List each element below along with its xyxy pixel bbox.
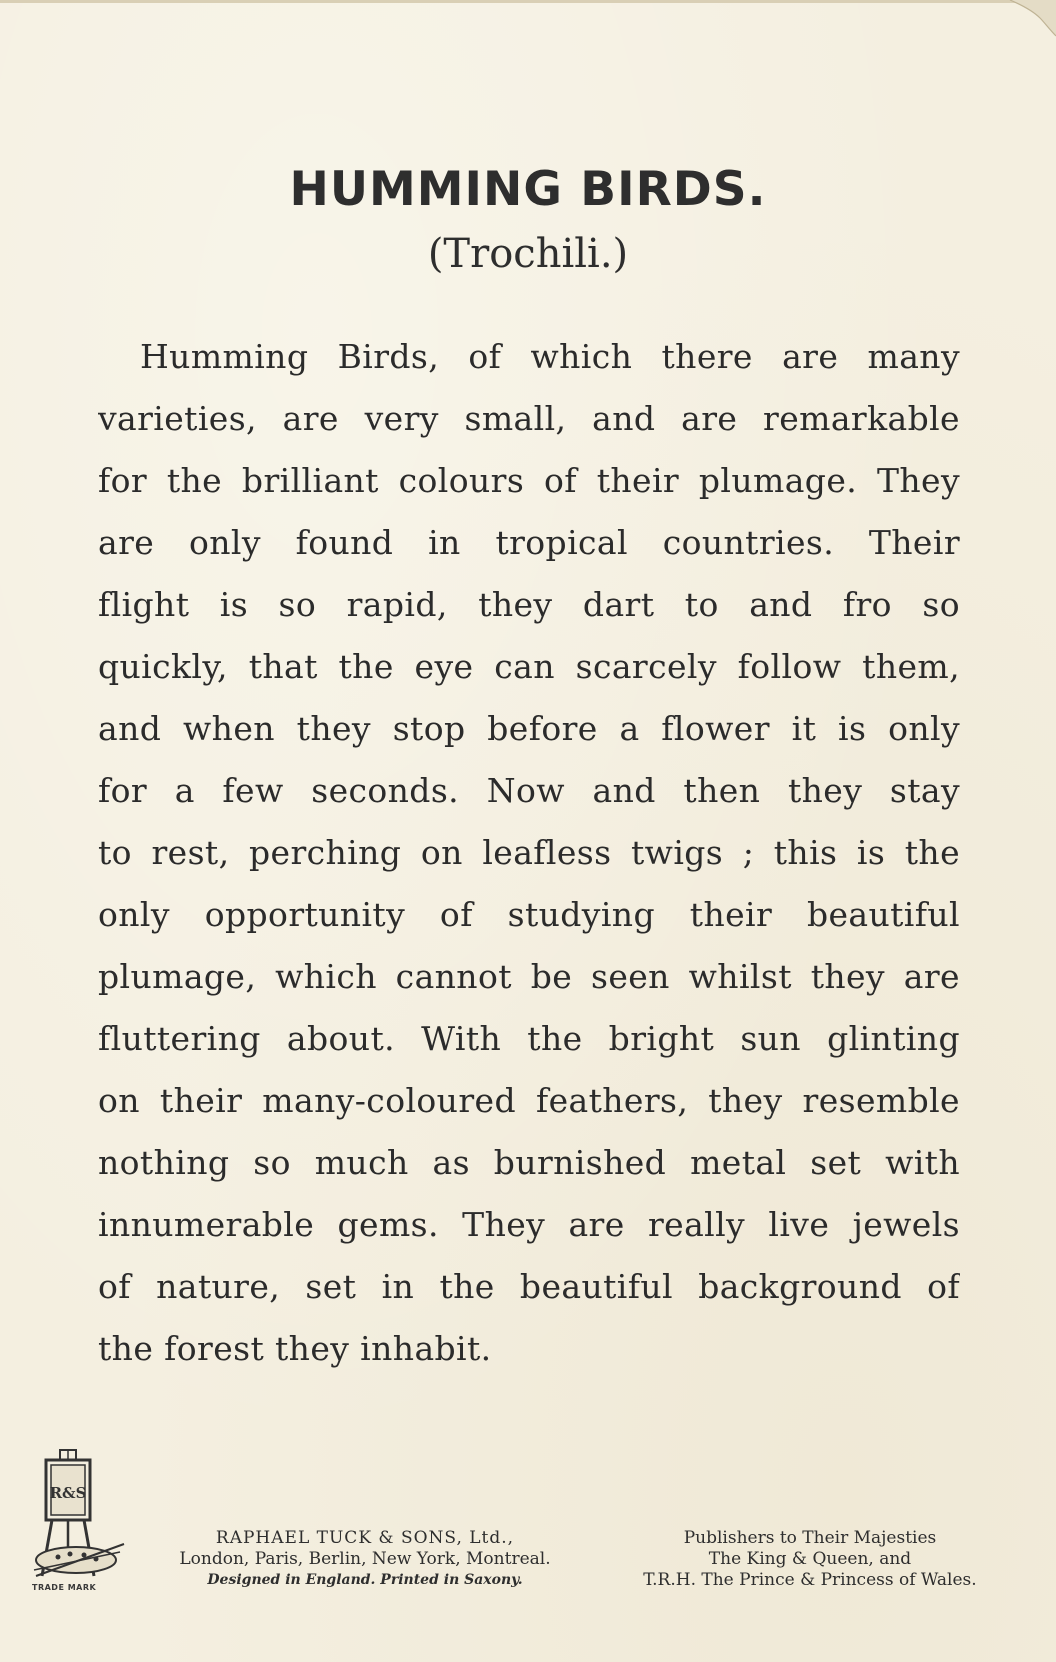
publisher-cities: London, Paris, Berlin, New York, Montreal. bbox=[179, 1549, 551, 1569]
corner-wear bbox=[1000, 0, 1056, 40]
body-line: to rest, perching on leafless twigs ; this is the bbox=[98, 833, 960, 872]
body-line: for the brilliant colours of their plumage. They bbox=[98, 461, 960, 500]
royal-warrant bbox=[590, 1528, 1030, 1591]
body-line: quickly, that the eye can scarcely follow them, bbox=[98, 647, 960, 686]
warrant-line-1: Publishers to Their Majesties bbox=[683, 1528, 937, 1548]
body-line: of nature, set in the beautiful background of bbox=[98, 1267, 960, 1306]
body-line: only opportunity of studying their beautiful bbox=[98, 895, 960, 934]
body-line: fluttering about. With the bright sun glinting bbox=[98, 1019, 960, 1058]
warrant-line-2: The King & Queen, and bbox=[708, 1549, 912, 1569]
body-line: for a few seconds. Now and then they stay bbox=[98, 771, 960, 810]
publisher-imprint bbox=[120, 1528, 610, 1591]
body-line: and when they stop before a flower it is only bbox=[98, 709, 960, 748]
card-top-edge bbox=[0, 0, 1056, 3]
warrant-line-3: T.R.H. The Prince & Princess of Wales. bbox=[643, 1570, 977, 1590]
card-title: HUMMING BIRDS. bbox=[289, 162, 767, 217]
description-paragraph bbox=[98, 326, 960, 1380]
body-line: Humming Birds, of which there are many bbox=[140, 337, 960, 376]
svg-text:R&S: R&S bbox=[49, 1484, 87, 1502]
designed-printed-note: Designed in England. Printed in Saxony. bbox=[207, 1572, 523, 1588]
card-subtitle: (Trochili.) bbox=[427, 231, 629, 277]
easel-palette-logo-icon bbox=[30, 1448, 126, 1598]
body-line: are only found in tropical countries. Their bbox=[98, 523, 960, 562]
body-line: flight is so rapid, they dart to and fro so bbox=[98, 585, 960, 624]
body-line: innumerable gems. They are really live jewels bbox=[98, 1205, 960, 1244]
body-line: on their many-coloured feathers, they resemble bbox=[98, 1081, 960, 1120]
trademark-label: TRADE MARK bbox=[32, 1583, 97, 1592]
body-line: varieties, are very small, and are remarkable bbox=[98, 399, 960, 438]
publisher-name: RAPHAEL TUCK & SONS, Ltd., bbox=[215, 1528, 515, 1548]
body-line: plumage, which cannot be seen whilst they are bbox=[98, 957, 960, 996]
body-line: the forest they inhabit. bbox=[98, 1329, 492, 1368]
body-line: nothing so much as burnished metal set with bbox=[98, 1143, 960, 1182]
